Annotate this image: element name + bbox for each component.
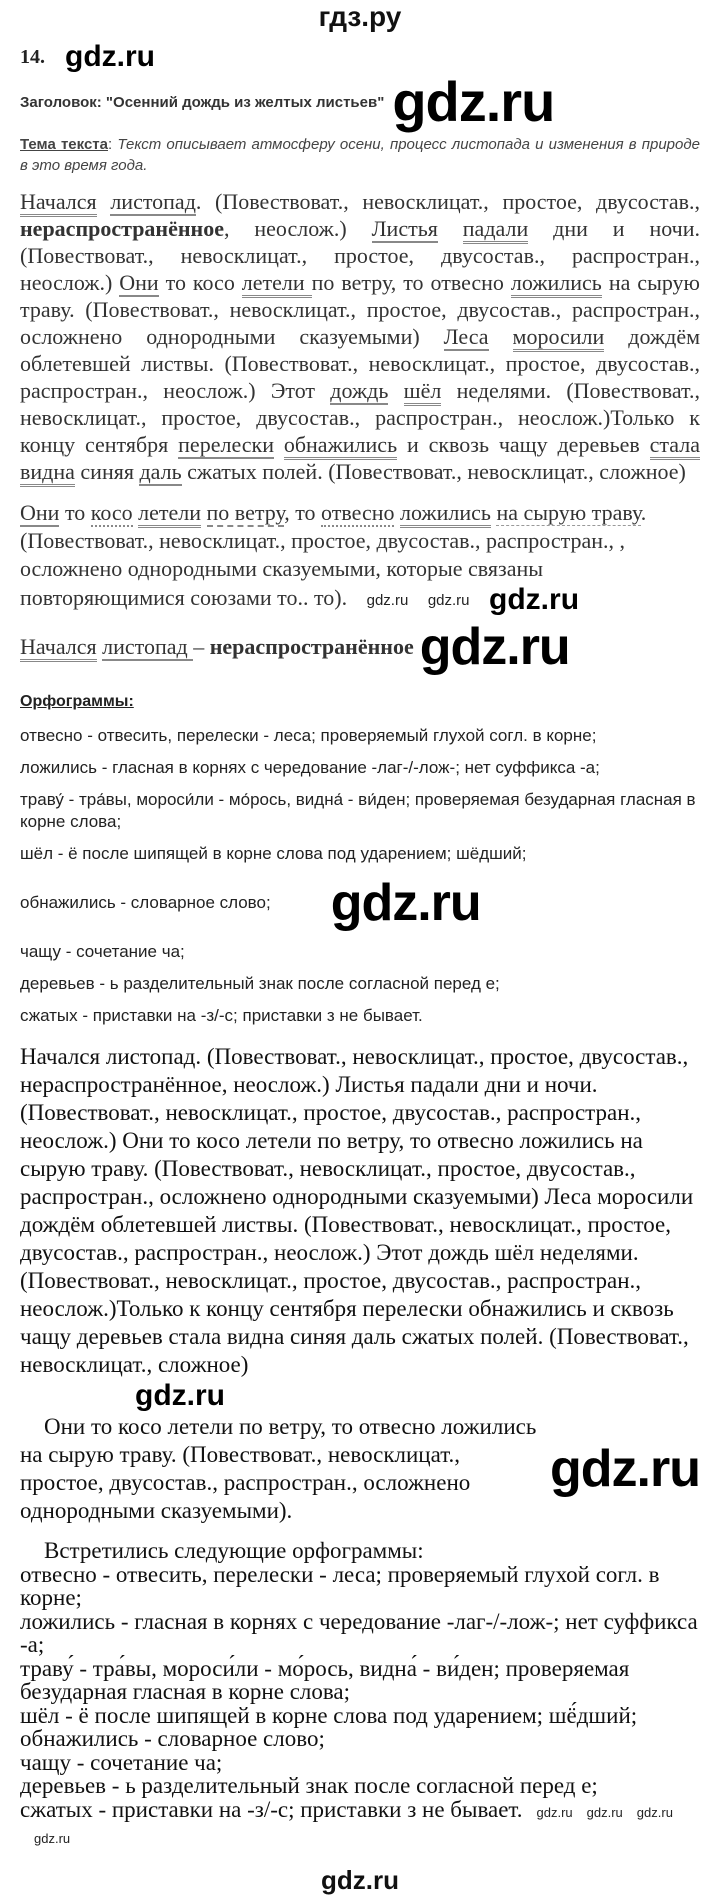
theme-label: Тема текста xyxy=(20,136,108,153)
heading: Заголовок: "Осенний дождь из желтых листьев" xyxy=(20,93,385,111)
orthogram-item: сжатых - приставки на -з/-с; приставки з не бывает. xyxy=(20,1006,423,1025)
underlined-word: Они xyxy=(20,500,60,525)
orthogram-item: деревьев - ь разделительный знак после согласной перед е; xyxy=(20,974,500,993)
retyped-orthogram-item: чащу - сочетание ча; xyxy=(20,1749,223,1775)
retyped-orthogram-item: ложились - гласная в корнях с чередование -лаг-/-лож-; нет суффикса -а; xyxy=(20,1608,698,1657)
text-segment xyxy=(438,216,463,241)
watermark: gdz.ru xyxy=(330,874,481,932)
text-segment: неделями. (Повествоват., невосклицат., простое, двусостав., распростран., неослож.)Только к концу сентября xyxy=(20,378,701,457)
underlined-word: на сырую траву xyxy=(496,500,641,525)
underlined-word: Леса xyxy=(443,324,489,349)
text-segment: синяя xyxy=(74,459,140,484)
underlined-word: шёл xyxy=(404,378,442,406)
watermark: gdz.ru xyxy=(586,1804,623,1820)
text-segment xyxy=(388,378,403,403)
site-header[interactable]: гдз.ру xyxy=(318,1,402,32)
watermark: gdz.ru xyxy=(427,592,470,610)
text-segment: дождём облетевшей листвы. (Повествоват., невосклицат., простое, двусостав., распростран., неослож.) Этот xyxy=(20,324,701,403)
text-segment xyxy=(489,324,513,349)
retyped-orthogram-item: траву́ - тра́вы, мороси́ли - мо́рось, видна́ - ви́ден; проверяемая безударная гласная в корне слова; xyxy=(20,1655,630,1704)
underlined-word: обнажились xyxy=(284,432,397,460)
watermark: gdz.ru xyxy=(536,1804,573,1820)
underlined-word: Они xyxy=(119,270,159,295)
retyped-text: Начался листопад. (Повествоват., невосклицат., простое, двусостав., нераспространённое, неослож.) Листья падали дни и ночи. (Повествоват., невосклицат., простое, двусостав., распростран., неослож.) Они то косо летели по ветру, то отвесно ложились на сырую траву. (Повествоват., невосклицат., простое, двусостав., распростран., осложнено однородными сказуемыми) Леса моросили дождём облетевшей листвы. (Повествоват., невосклицат., простое, двусостав., распростран., неослож.) Этот дождь шёл неделями. (Повествоват., невосклицат., простое, двусостав., распростран., неослож.)Только к концу сентября перелески обнажились и сквозь чащу деревьев стала видна синяя даль сжатых полей. (Повествоват., невосклицат., сложное) xyxy=(20,1044,694,1377)
theme-sep: : xyxy=(107,136,118,153)
watermark: gdz.ru xyxy=(135,1379,225,1412)
retyped-orthogram-item: шёл - ё после шипящей в корне слова под ударением; шё́дший; xyxy=(20,1702,638,1728)
text-segment: то косо xyxy=(158,270,242,295)
underlined-word: летели xyxy=(138,500,201,528)
underlined-word: Начался xyxy=(20,189,97,217)
text-segment: , неослож.) xyxy=(223,216,372,241)
underlined-word: стала видна xyxy=(20,432,700,487)
orthogram-item: обнажились - словарное слово; xyxy=(20,893,271,912)
retyped-orthogram-item: деревьев - ь разделительный знак после согласной перед е; xyxy=(20,1773,598,1798)
underlined-word: листопад xyxy=(102,634,194,659)
retyped-orthogram-item: отвесно - отвесить, перелески - леса; проверяемый глухой согл. в корне; xyxy=(20,1561,660,1610)
retyped-orthogram-item: сжатых - приставки на -з/-с; приставки з не бывает. xyxy=(20,1796,523,1822)
text-segment: – xyxy=(193,634,210,659)
underlined-word: летели xyxy=(242,270,312,298)
bold-text: нераспространённое xyxy=(209,634,414,659)
orthograms-list xyxy=(20,725,700,1027)
watermark: gdz.ru xyxy=(65,40,155,73)
watermark: gdz.ru xyxy=(419,618,570,676)
watermark: gdz.ru xyxy=(34,1831,71,1846)
text-segment: то xyxy=(59,500,91,525)
sentence-analysis xyxy=(20,499,700,617)
text-segment xyxy=(201,500,207,525)
underlined-word: Начался xyxy=(20,634,97,662)
text-segment: . (Повествоват., невосклицат., простое, двусостав., xyxy=(195,189,700,214)
text-segment: и сквозь чащу деревьев xyxy=(397,432,650,457)
underlined-word: по ветру xyxy=(206,500,285,525)
underlined-word: дождь xyxy=(330,378,389,403)
orthogram-item: отвесно - отвесить, перелески - леса; проверяемый глухой согл. в корне; xyxy=(20,726,597,745)
underlined-word: даль xyxy=(139,459,182,484)
orthograms-title: Орфограммы: xyxy=(20,693,134,710)
underlined-word: падали xyxy=(463,216,528,244)
underlined-word: отвесно xyxy=(321,500,395,525)
retyped-orthograms-title: Встретились следующие орфограммы: xyxy=(44,1538,424,1563)
underlined-word: листопад xyxy=(110,189,196,214)
orthogram-item: шёл - ё после шипящей в корне слова под ударением; шёдший; xyxy=(20,844,527,863)
text-segment xyxy=(274,432,284,457)
summary-line xyxy=(20,634,414,660)
orthogram-item: чащу - сочетание ча; xyxy=(20,942,185,961)
footer-watermark: gdz.ru xyxy=(321,1864,399,1895)
watermark: gdz.ru xyxy=(636,1804,673,1820)
retyped-sentence-wrap xyxy=(20,1413,700,1525)
underlined-word: ложились xyxy=(511,270,602,298)
retyped-sentence: Они то косо летели по ветру, то отвесно ложились на сырую траву. (Повествоват., невосклицат., простое, двусостав., распростран., осложнено однородными сказуемыми). xyxy=(20,1414,537,1523)
watermark: gdz.ru xyxy=(392,70,555,133)
analysis-paragraph xyxy=(20,188,700,485)
text-segment: на сырую траву. (Повествоват., невосклицат., простое, двусостав., распростран., осложнено однородными сказуемыми) xyxy=(20,270,700,349)
underlined-word: перелески xyxy=(178,432,274,457)
orthogram-item: траву́ - тра́вы, мороси́ли - мо́рось, видна́ - ви́ден; проверяемая безударная гласная в корне слова; xyxy=(20,790,696,831)
watermark: gdz.ru xyxy=(489,583,580,616)
underlined-word: Листья xyxy=(371,216,438,241)
underlined-word: ложились xyxy=(400,500,491,528)
bold-text: нераспространённое xyxy=(20,216,224,241)
text-theme xyxy=(20,134,700,176)
retyped-orthogram-item: обнажились - словарное слово; xyxy=(20,1726,325,1751)
underlined-word: моросили xyxy=(513,324,605,352)
text-segment: .(Повествоват., невосклицат., простое, двусостав., распростран., , осложнено однородными сказуемыми, которые связаны повторяющимися союзами то.. то). xyxy=(20,500,647,611)
watermark: gdz.ru xyxy=(366,592,409,610)
text-segment xyxy=(97,189,111,214)
retyped-orthograms xyxy=(20,1539,700,1851)
theme-text: Текст описывает атмосферу осени, процесс листопада и изменения в природе в это время года. xyxy=(20,136,700,174)
watermark: gdz.ru xyxy=(550,1440,700,1498)
text-segment: дни и ночи. (Повествоват., невосклицат., простое, двусостав., распростран., неослож.) xyxy=(20,216,701,295)
text-segment: , то xyxy=(284,500,322,525)
task-number: 14. xyxy=(20,45,45,68)
underlined-word: косо xyxy=(90,500,133,525)
orthogram-item: ложились - гласная в корнях с чередование -лаг-/-лож-; нет суффикса -а; xyxy=(20,758,600,777)
text-segment: сжатых полей. (Повествоват., невосклицат., сложное) xyxy=(181,459,686,484)
text-segment: по ветру, то отвесно xyxy=(311,270,511,295)
